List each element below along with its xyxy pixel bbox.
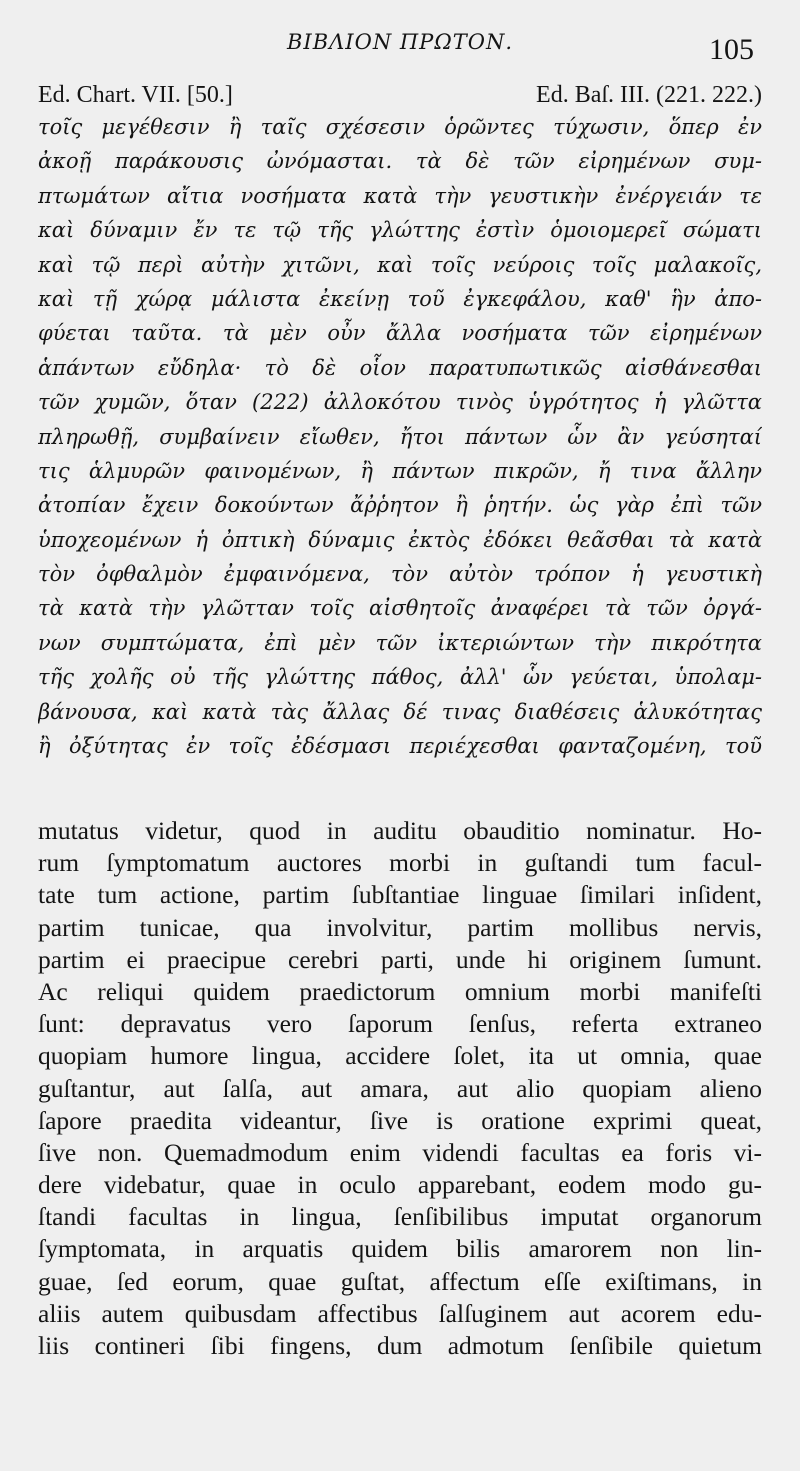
latin-line: ſive non. Quemadmodum enim videndi facultas ea foris vi- [38,1137,762,1167]
greek-line: τοῖς μεγέθεσιν ἢ ταῖς σχέσεσιν ὁρῶντες τύχωσιν, ὅπερ ἐν [38,115,762,139]
latin-line: ſtandi facultas in lingua, ſenſibilibus imputat organorum [38,1202,762,1232]
latin-line: aliis autem quibusdam affectibus ſalſuginem aut acorem edu- [38,1298,762,1328]
greek-line: τις ἁλμυρῶν φαινομένων, ἢ πάντων πικρῶν, ἤ τινα ἄλλην [38,458,762,483]
edition-reference-left: Ed. Chart. VII. [50.] [38,82,233,108]
latin-line: quopiam humore lingua, accidere ſolet, ita ut omnia, quae [38,1041,762,1071]
latin-line: ſapore praedita videantur, ſive is oratione exprimi queat, [38,1105,762,1135]
page-number: 105 [709,33,754,66]
greek-line: καὶ τῷ περὶ αὐτὴν χιτῶνι, καὶ τοῖς νεύροις τοῖς μαλακοῖς, [38,252,762,277]
latin-line: ſunt: depravatus vero ſaporum ſenſus, referta extraneo [38,1009,762,1039]
latin-line: guſtantur, aut ſalſa, aut amara, aut alio quopiam alieno [38,1073,762,1103]
greek-text-block [38,110,762,763]
greek-line: τὰ κατὰ τὴν γλῶτταν τοῖς αἰσθητοῖς ἀναφέρει τὰ τῶν ὀργά- [38,596,762,621]
greek-line: ἁπάντων εὔδηλα· τὸ δὲ οἷον παρατυπωτικῶς αἰσθάνεσθαι [38,355,762,380]
greek-line: ἀτοπίαν ἔχειν δοκούντων ἄῤῥητον ἢ ῥητήν. ὡς γὰρ ἐπὶ τῶν [38,493,762,518]
greek-line: νων συμπτώματα, ἐπὶ μὲν τῶν ἰκτεριώντων τὴν πικρότητα [38,630,762,655]
latin-line: ſymptomata, in arquatis quidem bilis amarorem non lin- [38,1234,762,1264]
latin-line: mutatus videtur, quod in auditu obauditio nominatur. Ho- [38,816,762,845]
greek-line: καὶ δύναμιν ἔν τε τῷ τῆς γλώττης ἐστὶν ὁμοιομερεῖ σώματι [38,218,762,243]
latin-line: rum ſymptomatum auctores morbi in guſtandi tum facul- [38,848,762,878]
greek-line: τῶν χυμῶν, ὅταν (222) ἀλλοκότου τινὸς ὑγρότητος ἡ γλῶττα [38,390,762,415]
greek-line: βάνουσα, καὶ κατὰ τὰς ἄλλας δέ τινας διαθέσεις ἁλυκότητας [38,699,762,724]
greek-line: πληρωθῇ, συμβαίνειν εἴωθεν, ἤτοι πάντων ὧν ἂν γεύσηταί [38,424,762,449]
latin-line: tate tum actione, partim ſubſtantiae linguae ſimilari inſident, [38,880,762,910]
running-title: ΒΙΒΛΙΟΝ ΠΡΩΤΟΝ. [286,30,513,54]
greek-line: φύεται ταῦτα. τὰ μὲν οὖν ἄλλα νοσήματα τῶν εἰρημένων [38,321,762,346]
greek-line: πτωμάτων αἴτια νοσήματα κατὰ τὴν γευστικὴν ἐνέργειάν τε [38,183,762,208]
running-head [38,0,762,66]
latin-line: liis contineri ſibi fingens, dum admotum ſenſibile quietum [38,1331,762,1360]
edition-reference-right: Ed. Baſ. III. (221. 222.) [536,82,762,108]
greek-line: καὶ τῇ χώρᾳ μάλιστα ἐκείνῃ τοῦ ἐγκεφάλου, καθ' ἣν ἀπο- [38,286,762,311]
latin-line: dere videbatur, quae in oculo apparebant, eodem modo gu- [38,1170,762,1200]
latin-line: partim ei praecipue cerebri parti, unde hi originem ſumunt. [38,944,762,974]
greek-line: ἢ ὀξύτητας ἐν τοῖς ἐδέσμασι περιέχεσθαι φανταζομένη, τοῦ [38,734,762,759]
latin-line: Ac reliqui quidem praedictorum omnium morbi manifeſti [38,976,762,1006]
greek-line: τὸν ὀφθαλμὸν ἐμφαινόμενα, τὸν αὐτὸν τρόπον ἡ γευστικὴ [38,562,762,587]
greek-line: ὑποχεομένων ἡ ὀπτικὴ δύναμις ἐκτὸς ἐδόκει θεᾶσθαι τὰ κατὰ [38,527,762,552]
latin-line: guae, ſed eorum, quae guſtat, affectum eſſe exiſtimans, in [38,1266,762,1296]
edition-reference-line [38,78,762,110]
greek-line: τῆς χολῆς οὐ τῆς γλώττης πάθος, ἀλλ' ὧν γεύεται, ὑπολαμ- [38,665,762,690]
greek-line: ἀκοῇ παράκουσις ὠνόμασται. τὰ δὲ τῶν εἰρημένων συμ- [38,149,762,174]
latin-text-block [38,815,762,1362]
latin-line: partim tunicae, qua involvitur, partim mollibus nervis, [38,912,762,942]
